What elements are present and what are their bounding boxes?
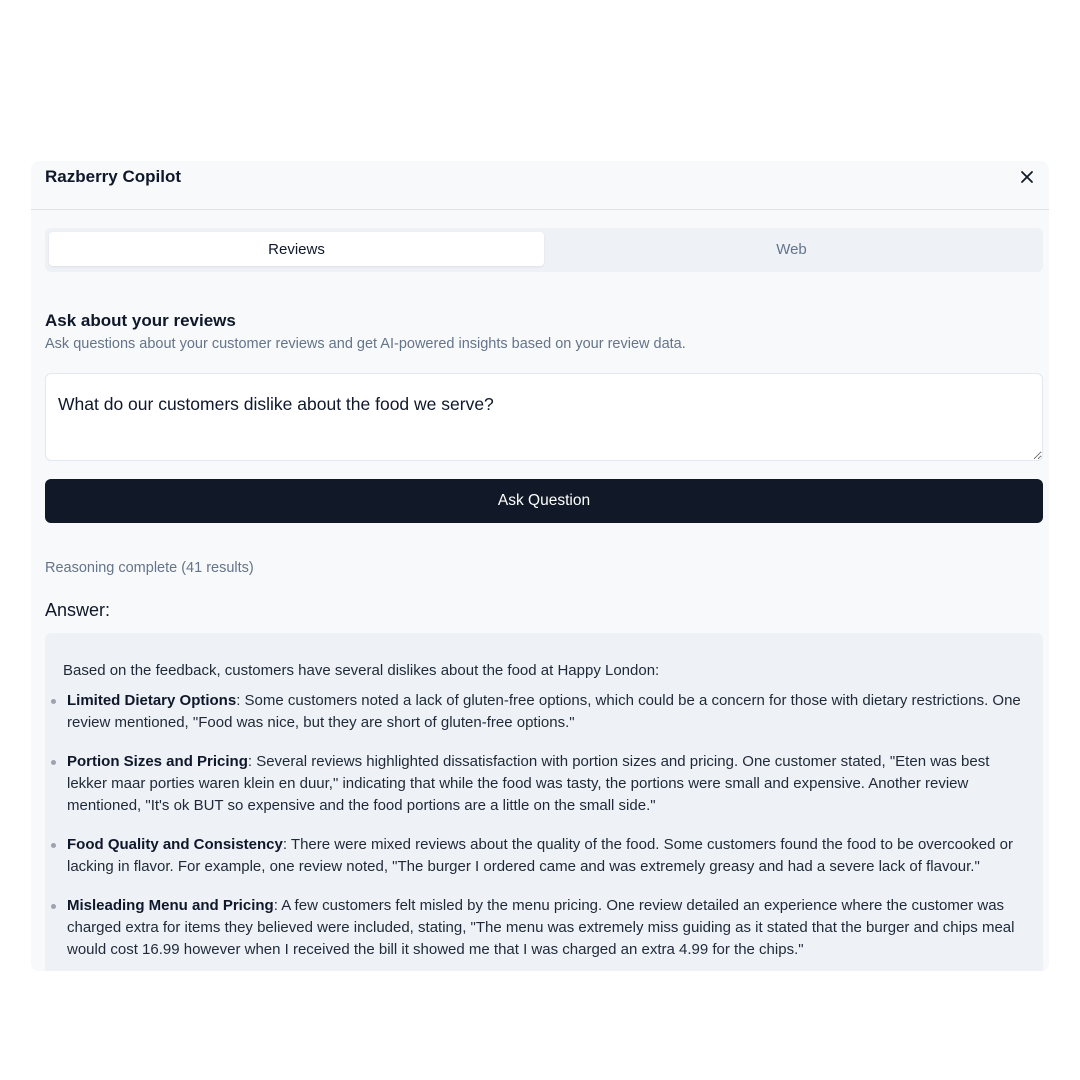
copilot-panel bbox=[31, 161, 1049, 971]
answer-item-text: : Some customers noted a lack of gluten-free options, which could be a concern for those with dietary restrictions. One review mentioned, "Food was nice, but they are short of gluten-free options." bbox=[67, 692, 1021, 731]
close-button[interactable] bbox=[1015, 165, 1039, 189]
tab-bar bbox=[45, 228, 1043, 272]
list-item bbox=[63, 834, 1023, 878]
section-title: Ask about your reviews bbox=[45, 311, 236, 330]
answer-intro: Based on the feedback, customers have several dislikes about the food at Happy London: bbox=[63, 662, 660, 679]
list-item bbox=[63, 895, 1023, 961]
status-text: Reasoning complete (41 results) bbox=[45, 560, 254, 576]
question-input[interactable] bbox=[45, 373, 1043, 461]
panel-header bbox=[31, 161, 1049, 210]
list-item bbox=[63, 751, 1023, 817]
ask-question-button[interactable]: Ask Question bbox=[45, 479, 1043, 523]
answer-item-text: : There were mixed reviews about the quality of the food. Some customers found the food to be overcooked or lacking in flavor. For example, one review noted, "The burger I ordered came and was extremely greasy and had a severe lack of flavour." bbox=[67, 836, 1013, 875]
section-subtitle: Ask questions about your customer reviews and get AI-powered insights based on your review data. bbox=[45, 336, 686, 352]
answer-box bbox=[45, 633, 1043, 971]
panel-title: Razberry Copilot bbox=[45, 167, 182, 186]
list-item bbox=[63, 690, 1023, 734]
close-icon bbox=[1015, 165, 1039, 189]
answer-item-heading: Food Quality and Consistency bbox=[67, 836, 283, 853]
answer-item-text: : A few customers felt misled by the menu pricing. One review detailed an experience where the customer was charged extra for items they believed were included, stating, "The menu was extremely miss guiding as it stated that the burger and chips meal would cost 16.99 however when I received the bill it showed me that I was charged an extra 4.99 for the chips." bbox=[67, 897, 1015, 958]
answer-item-heading: Misleading Menu and Pricing bbox=[67, 897, 274, 914]
answer-label: Answer: bbox=[45, 600, 111, 620]
tab-reviews[interactable]: Reviews bbox=[49, 232, 544, 266]
answer-item-heading: Portion Sizes and Pricing bbox=[67, 753, 248, 770]
answer-item-text: : Several reviews highlighted dissatisfaction with portion sizes and pricing. One customer stated, "Eten was best lekker maar porties waren klein en duur," indicating that while the food was tasty, the portions were small and expensive. Another review mentioned, "It's ok BUT so expensive and the food portions are a little on the small side." bbox=[67, 753, 990, 814]
answer-list bbox=[63, 690, 1023, 961]
answer-item-heading: Limited Dietary Options bbox=[67, 692, 237, 709]
tab-web[interactable]: Web bbox=[776, 240, 807, 258]
